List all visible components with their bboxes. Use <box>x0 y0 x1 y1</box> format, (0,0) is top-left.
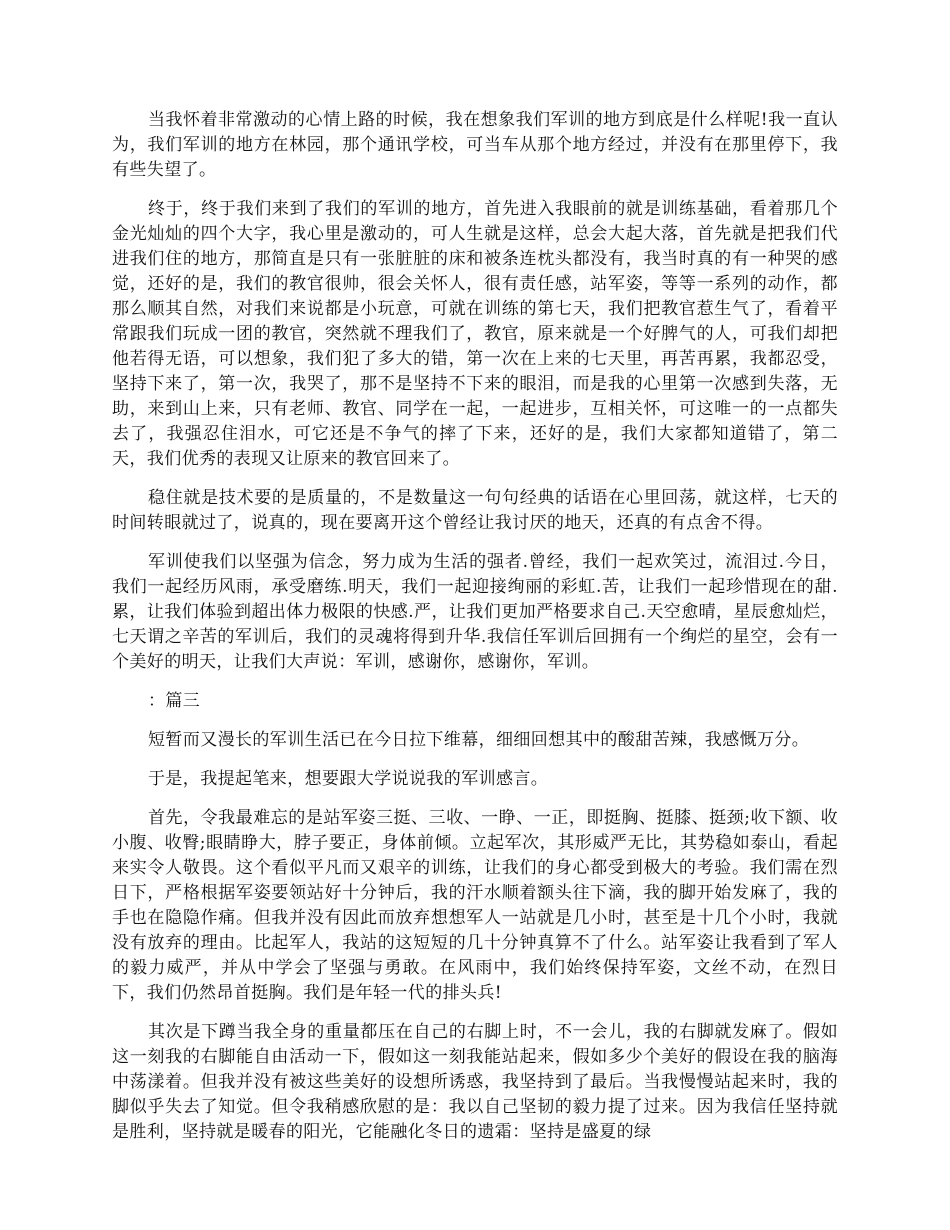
paragraph-military-training-belief: 军训使我们以坚强为信念，努力成为生活的强者.曾经，我们一起欢笑过，流泪过.今日，我们一起经历风雨，承受磨练.明天，我们一起迎接绚丽的彩虹.苦，让我们一起珍惜现在的甜.累，让我们体验到超出体力极限的快感.严，让我们更加严格要求自己.天空愈晴，星辰愈灿烂，七天谓之辛苦的军训后，我们的灵魂将得到升华.我信任军训后回拥有一个绚烂的星空，会有一个美好的明天，让我们大声说：军训，感谢你，感谢你，军训。 <box>112 552 838 672</box>
section-heading-part-three: ：篇三 <box>148 691 201 711</box>
paragraph-squatting: 其次是下蹲当我全身的重量都压在自己的右脚上时，不一会儿，我的右脚就发麻了。假如这一刻我的右脚能自由活动一下，假如这一刻我能站起来，假如多少个美好的假设在我的脑海中荡漾着。但我并没有被这些美好的设想所诱惑，我坚持到了最后。当我慢慢站起来时，我的脚似乎失去了知觉。但令我稍感欣慰的是：我以自己坚韧的毅力提了过来。因为我信任坚持就是胜利，坚持就是暖春的阳光，它能融化冬日的遗霜：坚持是盛夏的绿 <box>112 1022 838 1142</box>
paragraph-seven-days: 稳住就是技术要的是质量的，不是数量这一句句经典的话语在心里回荡，就这样，七天的时间转眼就过了，说真的，现在要离开这个曾经让我讨厌的地天，还真的有点舍不得。 <box>112 488 838 533</box>
paragraph-pick-up-pen: 于是，我提起笔来，想要跟大学说说我的军训感言。 <box>148 769 549 789</box>
paragraph-training-ending: 短暂而又漫长的军训生活已在今日拉下维幕，细细回想其中的酸甜苦辣，我感慨万分。 <box>148 730 810 750</box>
paragraph-training-base: 终于，终于我们来到了我们的军训的地方，首先进入我眼前的就是训练基础，看着那几个金光灿灿的四个大字，我心里是激动的，可人生就是这样，总会大起大落，首先就是把我们代进我们住的地方，那简直是只有一张脏脏的床和被条连枕头都没有，我当时真的有一种哭的感觉，还好的是，我们的教官很帅，很会关怀人，很有责任感，站军姿，等等一系列的动作，都那么顺其自然，对我们来说都是小玩意，可就在训练的第七天，我们把教官惹生气了，看着平常跟我们玩成一团的教官，突然就不理我们了，教官，原来就是一个好脾气的人，可我们却把他若得无语，可以想象，我们犯了多大的错，第一次在上来的七天里，再苦再累，我都忍受，坚持下来了，第一次，我哭了，那不是坚持不下来的眼泪，而是我的心里第一次感到失落，无助，来到山上来，只有老师、教官、同学在一起，一起进步，互相关怀，可这唯一的一点都失去了，我强忍住泪水，可它还是不争气的摔了下来，还好的是，我们大家都知道错了，第二天，我们优秀的表现又让原来的教官回来了。 <box>112 199 838 469</box>
document-body <box>112 108 838 1159</box>
paragraph-arrival: 当我怀着非常激动的心情上路的时候，我在想象我们军训的地方到底是什么样呢!我一直认为，我们军训的地方在林园，那个通讯学校，可当车从那个地方经过，并没有在那里停下，我有些失望了。 <box>112 110 838 180</box>
paragraph-standing-posture: 首先，令我最难忘的是站军姿三挺、三收、一睁、一正，即挺胸、挺膝、挺颈;收下额、收小腹、收臀;眼睛睁大，脖子要正，身体前倾。立起军次，其形威严无比，其势稳如泰山，看起来实令人敬畏。这个看似平凡而又艰辛的训练，让我们的身心都受到极大的考验。我们需在烈日下，严格根据军姿要领站好十分钟后，我的汗水顺着额头往下滴，我的脚开始发麻了，我的手也在隐隐作痛。但我并没有因此而放弃想想军人一站就是几小时，甚至是十几个小时，我就没有放弃的理由。比起军人，我站的这短短的几十分钟真算不了什么。站军姿让我看到了军人的毅力威严，并从中学会了坚强与勇敢。在风雨中，我们始终保持军姿，文丝不动，在烈日下，我们仍然昂首挺胸。我们是年轻一代的排头兵! <box>112 808 838 1003</box>
